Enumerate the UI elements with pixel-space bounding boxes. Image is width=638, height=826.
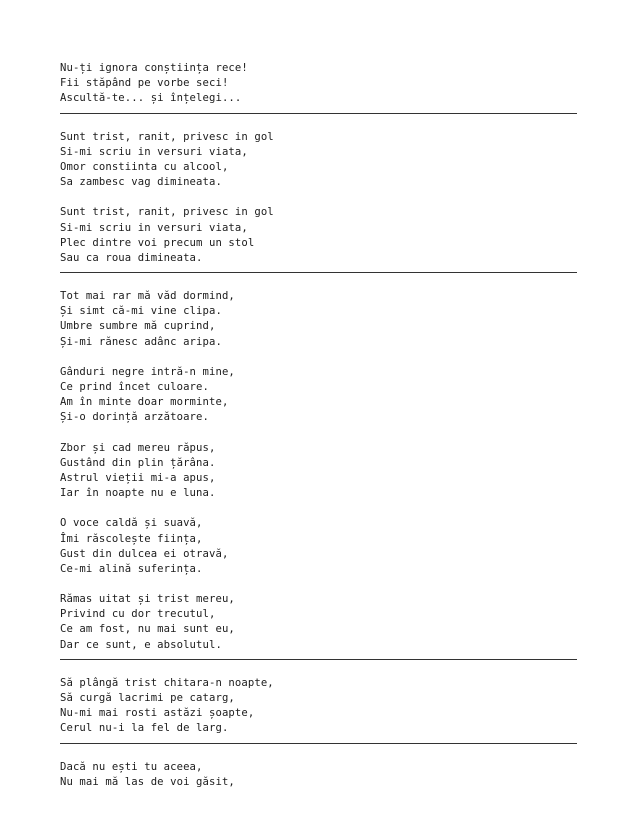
poem-section: [60, 130, 577, 267]
poem-section: [60, 676, 577, 737]
stanza: [60, 441, 577, 502]
verse-line: Si-mi scriu in versuri viata,: [60, 145, 248, 158]
verse-line: O voce caldă și suavă,: [60, 517, 203, 530]
stanza: [60, 760, 577, 790]
verse-line: Sunt trist, ranit, privesc in gol: [60, 130, 274, 143]
verse-line: Omor constiinta cu alcool,: [60, 160, 229, 173]
stanza: [60, 289, 577, 350]
verse-line: Zbor și cad mereu răpus,: [60, 441, 216, 454]
verse-line: Nu mai mă las de voi găsit,: [60, 775, 235, 788]
verse-line: Sau ca roua dimineata.: [60, 251, 203, 264]
verse-line: Gustând din plin țărâna.: [60, 456, 216, 469]
stanza: [60, 516, 577, 577]
verse-line: Nu-mi mai rosti astăzi șoapte,: [60, 707, 255, 720]
verse-line: Sunt trist, ranit, privesc in gol: [60, 206, 274, 219]
verse-line: Plec dintre voi precum un stol: [60, 236, 255, 249]
document-page: [60, 61, 577, 790]
verse-line: Sa zambesc vag dimineata.: [60, 176, 222, 189]
stanza: [60, 676, 577, 737]
verse-line: Privind cu dor trecutul,: [60, 608, 216, 621]
verse-line: Gânduri negre intră-n mine,: [60, 365, 235, 378]
poem-section: [60, 289, 577, 653]
verse-line: Îmi răscolește ființa,: [60, 532, 203, 545]
stanza: [60, 592, 577, 653]
poem-section: [60, 760, 577, 790]
verse-line: Să plângă trist chitara-n noapte,: [60, 676, 274, 689]
stanza: [60, 205, 577, 266]
verse-line: Dacă nu ești tu aceea,: [60, 760, 203, 773]
verse-line: Nu-ți ignora conștiința rece!: [60, 62, 248, 74]
verse-line: Tot mai rar mă văd dormind,: [60, 290, 235, 303]
verse-line: Ce am fost, nu mai sunt eu,: [60, 623, 235, 636]
verse-line: Iar în noapte nu e luna.: [60, 487, 216, 500]
verse-line: Și-o dorință arzătoare.: [60, 411, 209, 424]
stanza: [60, 365, 577, 426]
verse-line: Am în minte doar morminte,: [60, 396, 229, 409]
section-divider: [60, 272, 577, 273]
verse-line: Fii stăpând pe vorbe seci!: [60, 77, 229, 90]
verse-line: Și simt că-mi vine clipa.: [60, 305, 222, 318]
poem-section: [60, 61, 577, 107]
stanza: [60, 130, 577, 191]
verse-line: Ce prind încet culoare.: [60, 381, 209, 393]
verse-line: Să curgă lacrimi pe catarg,: [60, 692, 235, 704]
verse-line: Si-mi scriu in versuri viata,: [60, 221, 248, 234]
verse-line: Ce-mi alină suferința.: [60, 562, 203, 575]
verse-line: Cerul nu-i la fel de larg.: [60, 722, 229, 735]
section-divider: [60, 743, 577, 744]
stanza: [60, 61, 577, 107]
verse-line: Dar ce sunt, e absolutul.: [60, 638, 222, 651]
verse-line: Ascultă-te... și înțelegi...: [60, 92, 242, 105]
verse-line: Umbre sumbre mă cuprind,: [60, 320, 216, 333]
verse-line: Rămas uitat și trist mereu,: [60, 593, 235, 606]
verse-line: Gust din dulcea ei otravă,: [60, 547, 229, 560]
verse-line: Și-mi rănesc adânc aripa.: [60, 335, 222, 348]
verse-line: Astrul vieții mi-a apus,: [60, 471, 216, 484]
section-divider: [60, 659, 577, 660]
section-divider: [60, 113, 577, 114]
